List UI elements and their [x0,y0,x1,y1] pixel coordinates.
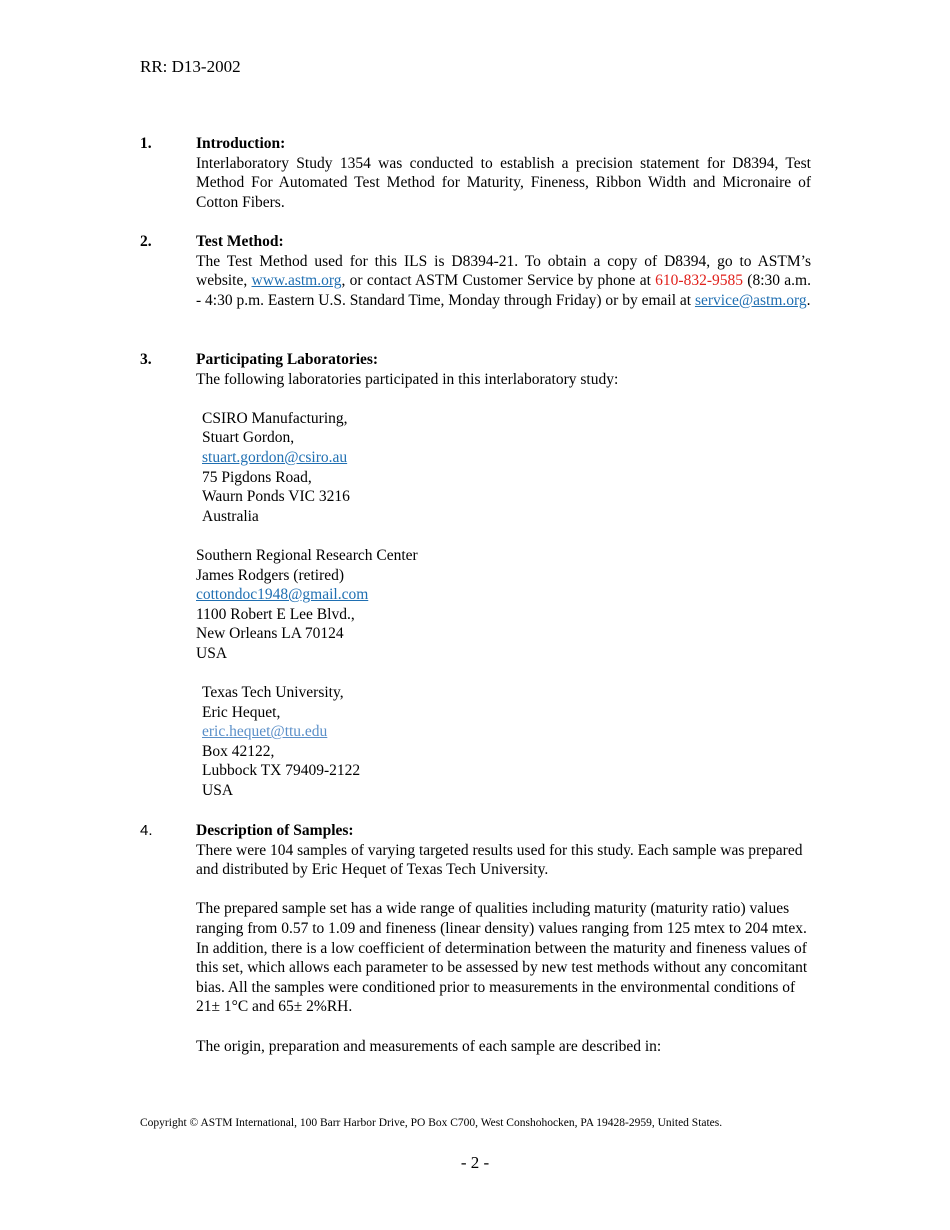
lab-organization: Texas Tech University, [202,684,344,702]
section-title: Introduction: [196,135,286,152]
text-run: (8:30 a.m. - 4:30 p.m. Eastern U.S. Standard Time, Monday through Friday) or by email at [196,272,811,309]
lab-address: Box 42122, [202,742,275,760]
section-title: Participating Laboratories: [196,351,379,368]
section-test-method [140,232,811,310]
text-run: . [806,291,811,309]
lab-country: USA [202,782,234,800]
section-number: 2. [140,233,152,250]
section-participating-laboratories [140,350,811,801]
lab-contact: Eric Hequet, [202,703,281,721]
astm-website-link[interactable]: www.astm.org [251,272,342,290]
lab-contact: James Rodgers (retired) [196,566,345,584]
section-text [196,252,811,311]
lab-entry [196,546,811,664]
lab-address: 75 Pigdons Road, [202,468,312,486]
lab-address: 1100 Robert E Lee Blvd., [196,605,355,623]
text-run: The Test Method used for this ILS is D8394-21. To obtain a copy of D8394, go to ASTM’s website, [196,252,811,290]
section-text: The following laboratories participated in this interlaboratory study: [196,370,619,388]
section-text: Interlaboratory Study 1354 was conducted to establish a precision statement for D8394, Test Method For Automated Test Method for Maturity, Fineness, Ribbon Width and Micronaire of Cotton Fibers. [196,154,811,211]
section-title: Test Method: [196,233,284,250]
copyright-footer: Copyright © ASTM International, 100 Barr Harbor Drive, PO Box C700, West Conshohocken, PA 19428-2959, United States. [140,1117,723,1129]
running-header: RR: D13-2002 [140,57,241,76]
section-number: 4. [140,822,153,839]
section-title: Description of Samples: [196,822,354,839]
lab-country: USA [196,644,228,662]
lab-organization: CSIRO Manufacturing, [202,409,348,427]
lab-email-link[interactable]: cottondoc1948@gmail.com [196,586,369,604]
lab-email-link[interactable]: eric.hequet@ttu.edu [202,723,328,741]
section-number: 1. [140,135,152,152]
section-paragraph: There were 104 samples of varying targeted results used for this study. Each sample was prepared and distributed by Eric Hequet of Texas Tech University. [196,841,803,879]
section-number: 3. [140,351,152,368]
lab-entry [202,683,811,801]
lab-city: Lubbock TX 79409-2122 [202,762,361,780]
text-run: , or contact ASTM Customer Service by phone at [341,272,656,290]
section-paragraph: The origin, preparation and measurements of each sample are described in: [196,1037,662,1055]
lab-organization: Southern Regional Research Center [196,546,418,564]
page-number: - 2 - [460,1153,490,1172]
lab-city: Waurn Ponds VIC 3216 [202,488,350,506]
lab-contact: Stuart Gordon, [202,429,295,447]
phone-number: 610-832-9585 [655,272,743,290]
lab-email-link[interactable]: stuart.gordon@csiro.au [202,448,348,466]
section-paragraph: The prepared sample set has a wide range of qualities including maturity (maturity ratio) values ranging from 0.57 to 1.09 and fineness (linear density) values ranging from 125 mtex to 204 mtex. In addition, there is a low coefficient of determination between the maturity and fineness values of this set, which allows each parameter to be assessed by new test methods without any concomitant bias. All the samples were conditioned prior to measurements in the environmental conditions of 21± 1°C and 65± 2%RH. [196,900,808,1016]
lab-city: New Orleans LA 70124 [196,625,344,643]
service-email-link[interactable]: service@astm.org [694,291,807,309]
section-introduction [140,134,811,212]
section-description-of-samples [140,821,811,1056]
lab-entry [202,409,811,527]
lab-country: Australia [202,507,259,525]
